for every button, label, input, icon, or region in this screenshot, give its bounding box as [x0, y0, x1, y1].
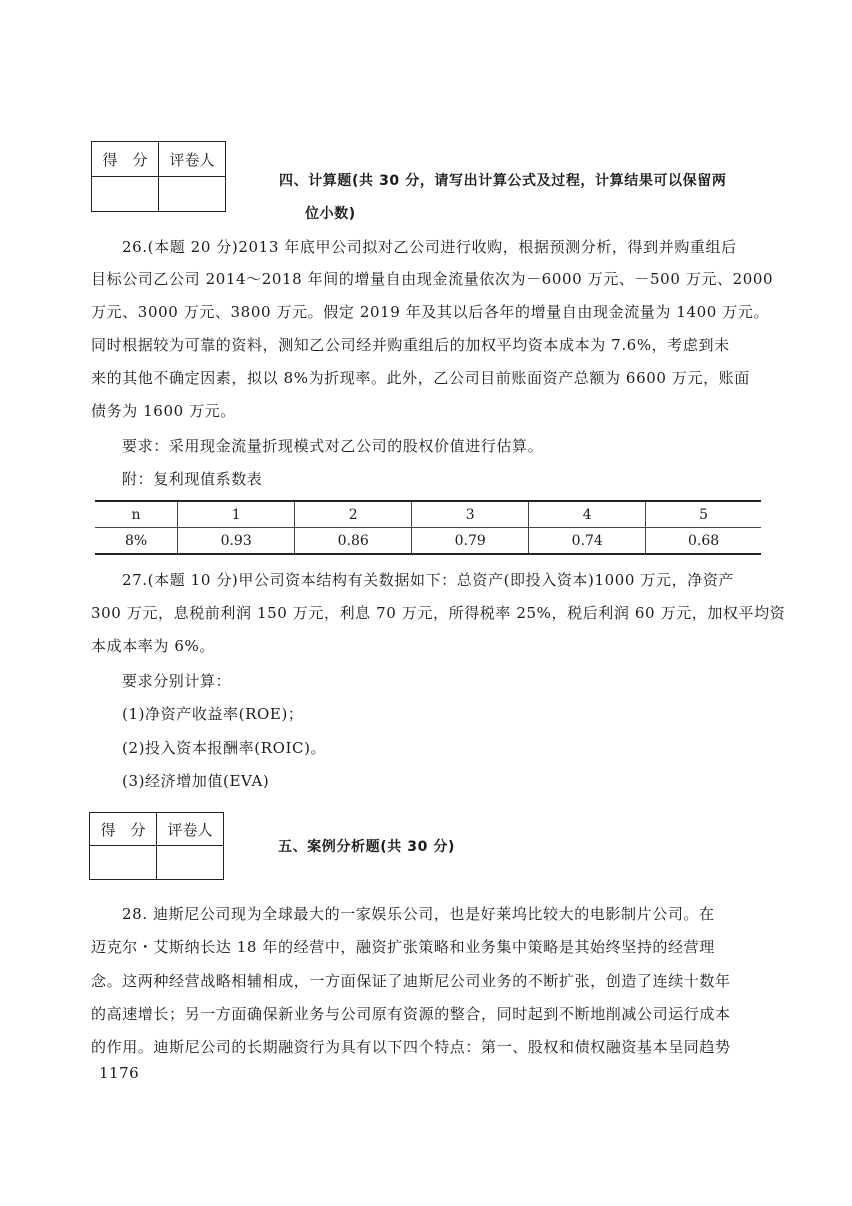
q27-item: (3)经济增加值(EVA) [122, 772, 270, 790]
section4-heading-line1: 四、计算题(共 30 分，请写出计算公式及过程，计算结果可以保留两 [279, 173, 727, 189]
table-cell: 0.79 [412, 528, 529, 555]
q26-line: 万元、3000 万元、3800 万元。假定 2019 年及其以后各年的增量自由现金流量为 1400 万元。 [91, 303, 770, 321]
q26-line: 来的其他不确定因素，拟以 8%为折现率。此外，乙公司目前账面资产总额为 6600 万元，账面 [91, 369, 750, 387]
present-value-table [95, 500, 761, 555]
grader-cell [157, 846, 224, 880]
score-box [91, 141, 226, 212]
q28-line: 的作用。迪斯尼公司的长期融资行为具有以下四个特点：第一、股权和债权融资基本呈同趋势 [91, 1038, 731, 1056]
q28-line: 28. 迪斯尼公司现为全球最大的一家娱乐公司，也是好莱坞比较大的电影制片公司。在 [122, 905, 715, 923]
q26-requirement: 要求：采用现金流量折现模式对乙公司的股权价值进行估算。 [122, 437, 544, 455]
table-cell: 2 [295, 501, 412, 528]
table-cell: 0.86 [295, 528, 412, 555]
score-box [89, 812, 224, 880]
grader-cell [159, 177, 226, 212]
q27-item: (2)投入资本报酬率(ROIC)。 [122, 739, 327, 757]
q27-line: 本成本率为 6%。 [91, 637, 215, 655]
table-cell: 3 [412, 501, 529, 528]
grader-label: 评卷人 [157, 813, 224, 846]
section4-heading-line2: 位小数) [305, 206, 356, 222]
q26-appendix-title: 附：复利现值系数表 [122, 470, 263, 488]
table-cell: 1 [178, 501, 295, 528]
q26-line: 26.(本题 20 分)2013 年底甲公司拟对乙公司进行收购，根据预测分析，得到并购重组后 [122, 238, 737, 256]
score-label: 得 分 [90, 813, 157, 846]
q26-line: 债务为 1600 万元。 [91, 402, 236, 420]
q28-line: 迈克尔・艾斯纳长达 18 年的经营中，融资扩张策略和业务集中策略是其始终坚持的经营理 [91, 938, 715, 956]
score-cell [90, 846, 157, 880]
table-cell: 5 [646, 501, 761, 528]
score-label: 得 分 [92, 142, 159, 177]
table-cell: 8% [95, 528, 178, 555]
grader-label: 评卷人 [159, 142, 226, 177]
table-cell: 0.68 [646, 528, 761, 555]
table-cell: n [95, 501, 178, 528]
table-header-row [95, 501, 761, 528]
score-cell [92, 177, 159, 212]
q27-item: (1)净资产收益率(ROE)； [122, 705, 304, 723]
q28-line: 的高速增长；另一方面确保新业务与公司原有资源的整合，同时起到不断地削减公司运行成本 [91, 1005, 731, 1023]
q26-line: 同时根据较为可靠的资料，测知乙公司经并购重组后的加权平均资本成本为 7.6%，考虑到未 [91, 336, 730, 354]
section5-heading: 五、案例分析题(共 30 分) [278, 839, 456, 855]
q27-line: 300 万元，息税前利润 150 万元，利息 70 万元，所得税率 25%，税后利润 60 万元，加权平均资 [91, 604, 786, 622]
table-cell: 0.74 [529, 528, 646, 555]
q28-line: 念。这两种经营战略相辅相成，一方面保证了迪斯尼公司业务的不断扩张，创造了连续十数年 [91, 972, 731, 990]
table-cell: 0.93 [178, 528, 295, 555]
q27-requirement: 要求分别计算： [122, 672, 232, 690]
table-cell: 4 [529, 501, 646, 528]
q26-line: 目标公司乙公司 2014～2018 年间的增量自由现金流量依次为－6000 万元、－500 万元、2000 [91, 270, 774, 288]
page-number: 1176 [99, 1064, 140, 1082]
q27-line: 27.(本题 10 分)甲公司资本结构有关数据如下：总资产(即投入资本)1000 万元，净资产 [122, 571, 735, 589]
table-row [95, 528, 761, 555]
